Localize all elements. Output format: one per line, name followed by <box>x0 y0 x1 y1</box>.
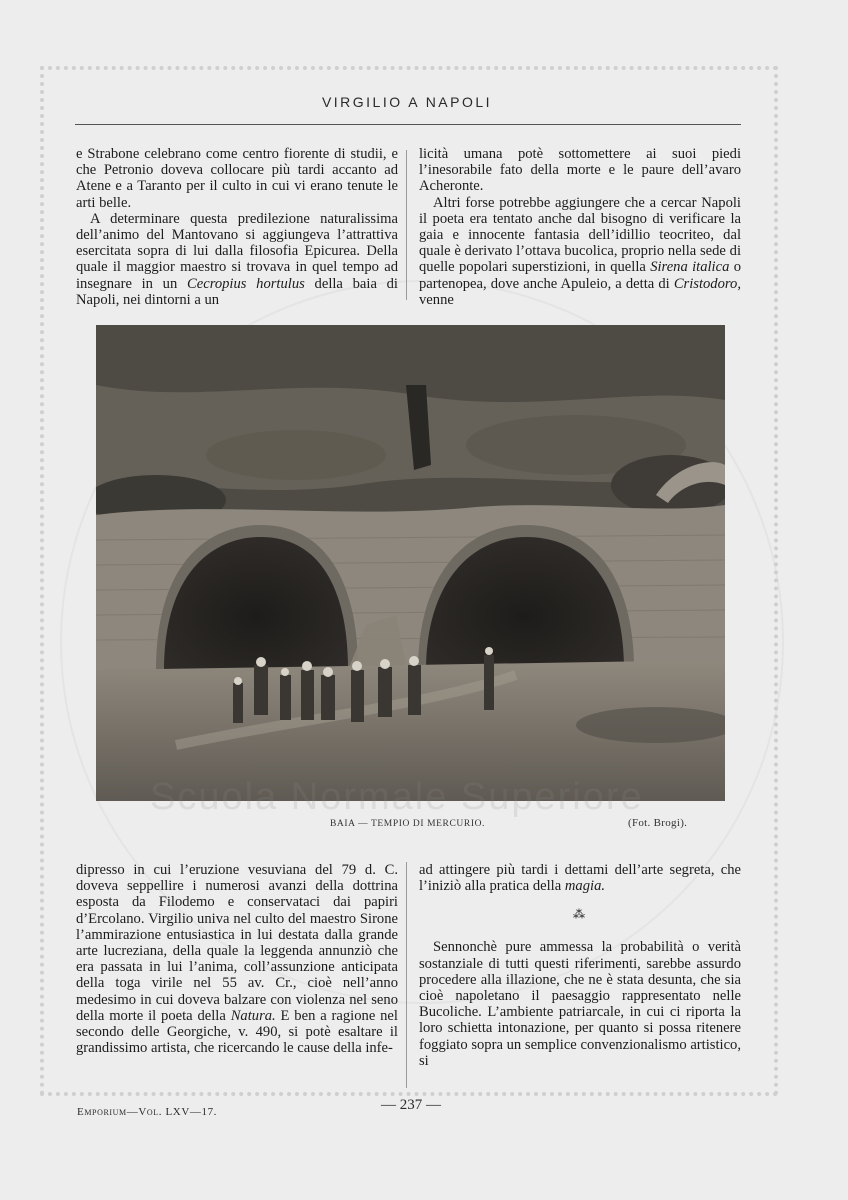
photograph-temple-of-mercury <box>96 325 725 801</box>
column-divider <box>406 150 407 300</box>
photo-credit: (Fot. Brogi). <box>628 817 688 829</box>
paragraph: Sennonchè pure ammessa la probabilità o verità sostanziale di tutti questi riferimenti, sarebbe assurdo procedere alla illazione, che ne è stata desunta, che sia cioè napoletano il paesaggio rappresentato nelle Bucoliche. L’ambiente patriarcale, in cui ci riporta la loro schietta intonazione, per quanto si possa ritenere foggiato sopra un semplice convenzionalismo artistico, si <box>419 939 741 1069</box>
paragraph: licità umana potè sottomettere ai suoi piedi l’inesorabile fato della morte e le paure dell’avaro Acheronte. <box>419 146 741 195</box>
figure-caption: BAIA — TEMPIO DI MERCURIO. <box>330 819 486 829</box>
paragraph: dipresso in cui l’eruzione vesuviana del 79 d. C. doveva seppellire i numerosi avanzi della dottrina esposta da Filodemo e conservataci dai papiri d’Ercolano. Virgilio univa nel culto del maestro Sirone l’ammirazione entusiastica in lui destata dalla grande arte lucreziana, della quale la leggenda annunziò che era passata in lui l’anima, coll’assunzione anticipata della toga virile nel 55 av. Cr., cioè nell’anno medesimo in cui doveva balzare con violenza nel seno della morte il poeta della Natura. E ben a ragione nel secondo delle Georgiche, v. 490, si potè esaltare il grandissimo artista, che ricercando le cause della infe- <box>76 862 398 1057</box>
header-rule <box>75 124 741 125</box>
bottom-right-column <box>419 862 741 1069</box>
italic-phrase: Cristodoro, <box>673 275 741 292</box>
section-asterism: ⁂ <box>573 907 587 922</box>
running-title: VIRGILIO A NAPOLI <box>321 94 493 110</box>
paragraph: ad attingere più tardi i dettami dell’arte segreta, che l’iniziò alla pratica della magia. <box>419 862 741 895</box>
paragraph: A determinare questa predilezione naturalissima dell’animo del Mantovano si aggiungeva l’attrattiva esercitata sopra di lui dalla filosofia Epicurea. Della quale il maggior maestro si trovava in quel tempo ad insegnare in un Cecropius hortulus della baia di Napoli, nei dintorni a un <box>76 210 398 308</box>
paragraph: Altri forse potrebbe aggiungere che a cercar Napoli il poeta era tentato anche dal bisogno di verificare la gaia e innocente fantasia dell’idillio teocriteo, dal quale è derivato l’ottava bucolica, proprio nella sede di quelle popolari superstizioni, in quella Sirena italica o partenopea, dove anche Apuleio, a detta di Cristodoro, venne <box>419 194 742 308</box>
watermark: Scuola Normale Superiore <box>150 776 644 818</box>
italic-phrase: Sirena italica <box>650 259 730 276</box>
paragraph: e Strabone celebrano come centro fiorente di studii, e che Petronio doveva collocare più tardi accanto ad Atene e a Taranto per il culto in cui vi erano tenute le arti belle. <box>76 146 398 211</box>
top-left-column <box>76 146 398 308</box>
italic-phrase: Natura. <box>230 1007 276 1024</box>
journal-footer: Emporium—Vol. LXV—17. <box>77 1106 218 1118</box>
bottom-left-column <box>76 862 398 1056</box>
italic-phrase: Cecropius hortulus <box>187 275 305 292</box>
top-right-column <box>419 146 741 308</box>
page-number: — 237 — <box>381 1097 441 1113</box>
column-divider <box>406 862 407 1088</box>
italic-phrase: magia. <box>564 878 606 895</box>
